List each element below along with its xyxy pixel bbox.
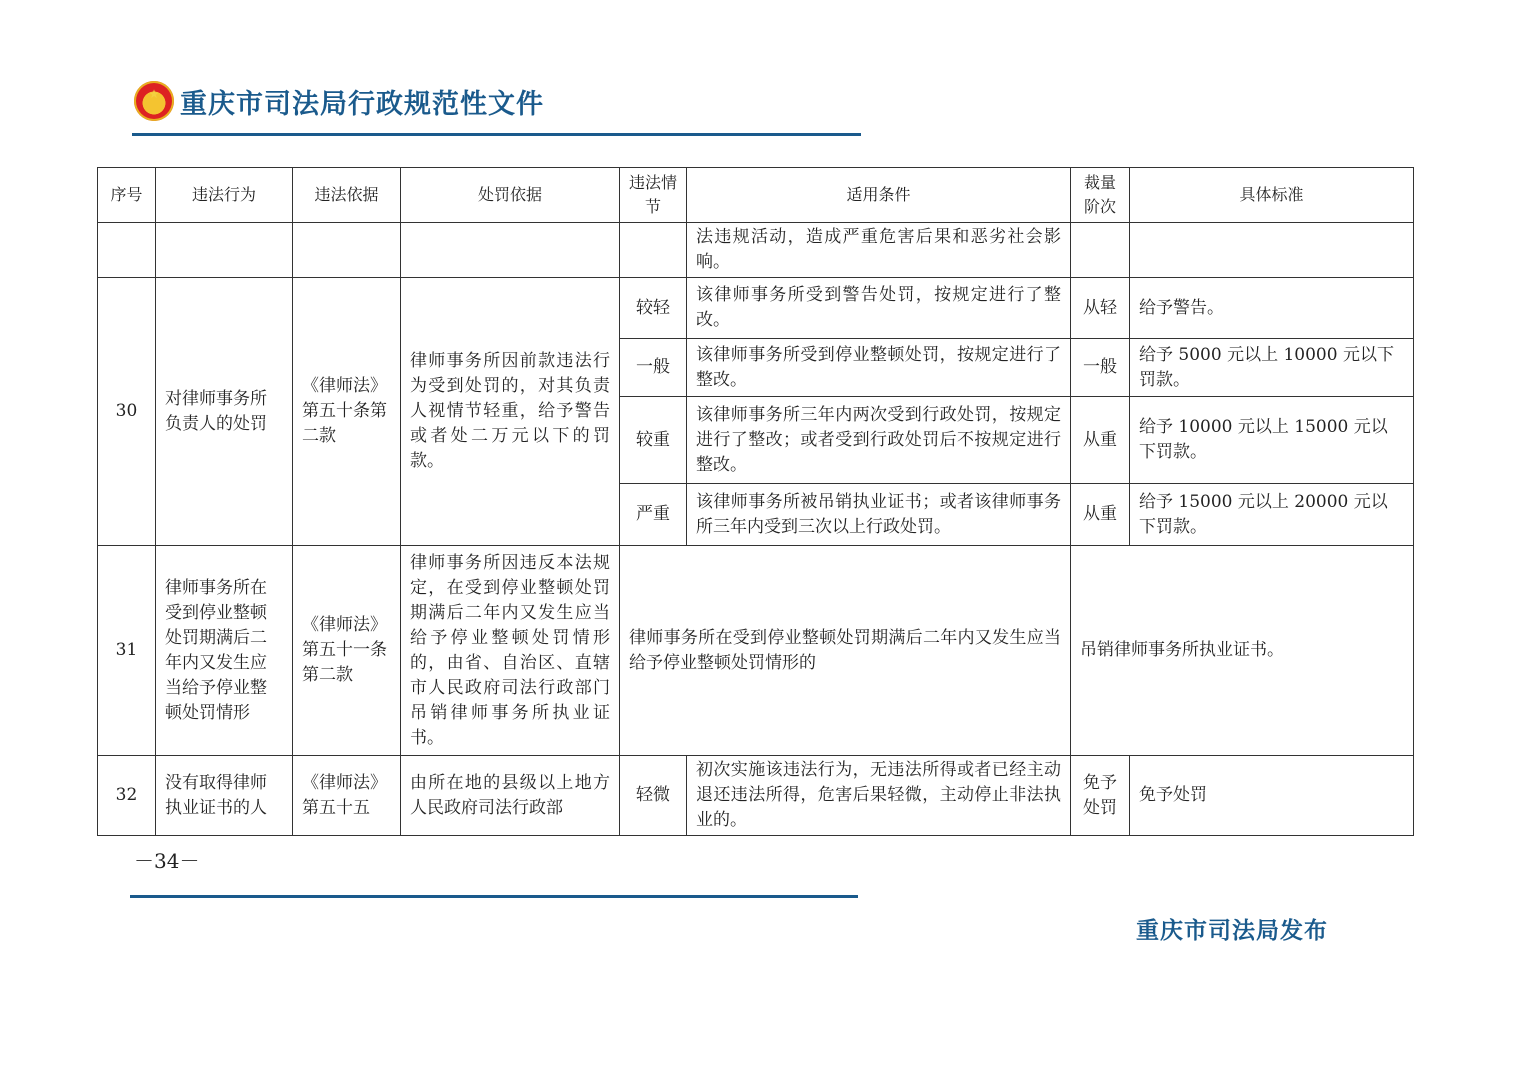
- condition-cell: 初次实施该违法行为，无违法所得或者已经主动退还违法所得，危害后果轻微，主动停止非法执业的。: [687, 756, 1071, 836]
- col-header: 违法依据: [293, 168, 401, 223]
- row-number: 32: [98, 756, 156, 836]
- condition-cell: 该律师事务所受到停业整顿处罚，按规定进行了整改。: [687, 339, 1071, 397]
- circumstance-cell: 严重: [620, 484, 687, 546]
- header-title: 重庆市司法局行政规范性文件: [180, 88, 544, 120]
- circumstance-cell: 轻微: [620, 756, 687, 836]
- table-header-row: [98, 168, 1414, 223]
- col-header: 处罚依据: [401, 168, 620, 223]
- national-emblem-icon: [134, 81, 174, 121]
- penalty-basis-cell: 由所在地的县级以上地方人民政府司法行政部: [401, 756, 620, 836]
- circumstance-cell: 较轻: [620, 278, 687, 339]
- basis-cell: 《律师法》第五十一条第二款: [293, 546, 401, 756]
- penalty-basis-cell: 律师事务所因违反本法规定，在受到停业整顿处罚期满后二年内又发生应当给予停业整顿处罚情形的，由省、自治区、直辖市人民政府司法行政部门吊销律师事务所执业证书。: [401, 546, 620, 756]
- col-header: 违法行为: [156, 168, 293, 223]
- table-row: [98, 546, 1414, 756]
- header-rule: [132, 133, 861, 136]
- row-number: 30: [98, 278, 156, 546]
- col-header: 适用条件: [687, 168, 1071, 223]
- behavior-cell: 对律师事务所负责人的处罚: [156, 278, 293, 546]
- basis-cell: 《律师法》第五十条第二款: [293, 278, 401, 546]
- table-row: [98, 223, 1414, 278]
- table-row: [98, 278, 1414, 339]
- publisher-label: 重庆市司法局发布: [1136, 918, 1328, 944]
- penalty-basis-cell: 律师事务所因前款违法行为受到处罚的，对其负责人视情节轻重，给予警告或者处二万元以下的罚款。: [401, 278, 620, 546]
- grade-cell: 从轻: [1071, 278, 1130, 339]
- behavior-cell: 律师事务所在受到停业整顿处罚期满后二年内又发生应当给予停业整顿处罚情形: [156, 546, 293, 756]
- col-header: 具体标准: [1130, 168, 1414, 223]
- col-header: 裁量阶次: [1071, 168, 1130, 223]
- standard-cell: 免予处罚: [1130, 756, 1414, 836]
- standard-cell: 吊销律师事务所执业证书。: [1071, 546, 1414, 756]
- behavior-cell: 没有取得律师执业证书的人: [156, 756, 293, 836]
- row-number: 31: [98, 546, 156, 756]
- grade-cell: 从重: [1071, 397, 1130, 484]
- penalty-table: [97, 167, 1414, 836]
- col-header: 违法情节: [620, 168, 687, 223]
- grade-cell: 从重: [1071, 484, 1130, 546]
- table-row: [98, 756, 1414, 836]
- condition-cell: 该律师事务所三年内两次受到行政处罚，按规定进行了整改；或者受到行政处罚后不按规定进行整改。: [687, 397, 1071, 484]
- footer-rule: [130, 895, 858, 898]
- grade-cell: 免予处罚: [1071, 756, 1130, 836]
- standard-cell: 给予 15000 元以上 20000 元以下罚款。: [1130, 484, 1414, 546]
- standard-cell: 给予警告。: [1130, 278, 1414, 339]
- circumstance-cell: 一般: [620, 339, 687, 397]
- grade-cell: 一般: [1071, 339, 1130, 397]
- condition-cell: 该律师事务所受到警告处罚，按规定进行了整改。: [687, 278, 1071, 339]
- condition-cell: 律师事务所在受到停业整顿处罚期满后二年内又发生应当给予停业整顿处罚情形的: [620, 546, 1071, 756]
- standard-cell: 给予 5000 元以上 10000 元以下罚款。: [1130, 339, 1414, 397]
- page-number: －34－: [134, 849, 200, 873]
- condition-cell: 法违规活动，造成严重危害后果和恶劣社会影响。: [687, 223, 1071, 278]
- condition-cell: 该律师事务所被吊销执业证书；或者该律师事务所三年内受到三次以上行政处罚。: [687, 484, 1071, 546]
- circumstance-cell: 较重: [620, 397, 687, 484]
- basis-cell: 《律师法》第五十五: [293, 756, 401, 836]
- document-header: [134, 78, 544, 124]
- col-header: 序号: [98, 168, 156, 223]
- standard-cell: 给予 10000 元以上 15000 元以下罚款。: [1130, 397, 1414, 484]
